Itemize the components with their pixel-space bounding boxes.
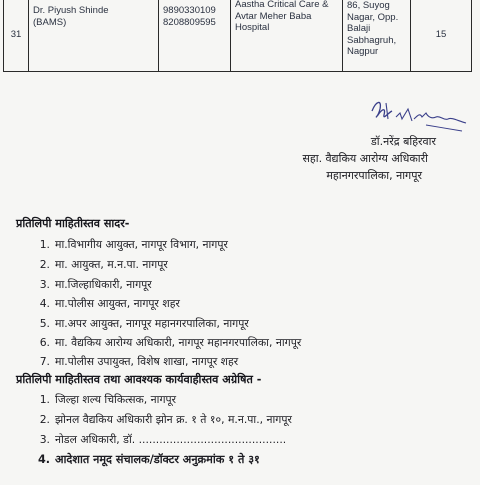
list-item: 4. आदेशात नमूद संचालक/डॉक्टर अनुक्रमांक १ ते ३१ xyxy=(37,453,260,466)
list-item: 5. मा.अपर आयुक्त, नागपूर महानगरपालिका, नागपूर xyxy=(39,317,249,330)
copy-action-heading: प्रतिलिपी माहितीस्तव तथा आवश्यक कार्यवाहीस्तव अग्रेषित - xyxy=(16,373,262,386)
address-line: Nagar, Opp. xyxy=(347,11,399,23)
doctor-name: Dr. Piyush Shinde xyxy=(33,5,109,16)
hospital-line: Hospital xyxy=(235,22,270,33)
phone-1: 9890330109 xyxy=(163,5,216,16)
list-item: 2. मा. आयुक्त, म.न.पा. नागपूर xyxy=(39,258,168,271)
handwritten-signature xyxy=(362,95,472,137)
phone-cell xyxy=(159,0,231,72)
table-row xyxy=(4,0,472,72)
list-item: 6. मा. वैद्यकिय आरोग्य अधिकारी, नागपूर महानगरपालिका, नागपूर xyxy=(39,336,302,349)
hospital-cell xyxy=(231,0,343,72)
signer-name: डॉ.नरेंद्र बहिरवार xyxy=(370,135,436,148)
doctor-name-cell xyxy=(29,0,159,72)
address-line: 86, Suyog xyxy=(347,0,390,11)
address-line: Nagpur xyxy=(347,46,379,57)
doctor-table-fragment xyxy=(3,0,471,72)
hospital-line: Avtar Meher Baba xyxy=(235,10,312,22)
hospital-line: Aastha Critical Care & xyxy=(235,0,329,10)
list-item: 3. नोडल अधिकारी, डॉ. ........................................... xyxy=(39,433,287,446)
address-line: Balaji xyxy=(347,23,371,34)
doctor-table xyxy=(3,0,472,72)
signer-office: महानगरपालिका, नागपूर xyxy=(326,169,422,182)
list-item: 2. झोनल वैद्यकिय अधिकारी झोन क्र. १ ते १०, म.न.पा., नागपूर xyxy=(39,413,292,426)
list-item: 1. जिल्हा शल्य चिकित्सक, नागपूर xyxy=(39,393,177,406)
list-item: 4. मा.पोलीस आयुक्त, नागपूर शहर xyxy=(39,297,180,310)
list-item: 3. मा.जिल्हाधिकारी, नागपूर xyxy=(39,278,152,291)
signature-scribble xyxy=(362,95,472,137)
phone-2: 8208809595 xyxy=(163,16,216,28)
serial-number-cell: 31 xyxy=(4,0,29,72)
list-item: 7. मा.पोलीस उपायुक्त, विशेष शाखा, नागपूर शहर xyxy=(39,355,239,368)
signer-designation: सहा. वैद्यकिय आरोग्य अधिकारी xyxy=(302,152,428,165)
list-item: 1. मा.विभागीय आयुक्त, नागपूर विभाग, नागपूर xyxy=(39,238,228,251)
address-line: Sabhagruh, xyxy=(347,34,397,46)
copy-info-heading: प्रतिलिपी माहितीस्तव सादर- xyxy=(16,217,130,230)
doctor-degree: (BAMS) xyxy=(33,16,67,28)
count-cell: 15 xyxy=(411,0,472,72)
address-cell xyxy=(343,0,411,72)
